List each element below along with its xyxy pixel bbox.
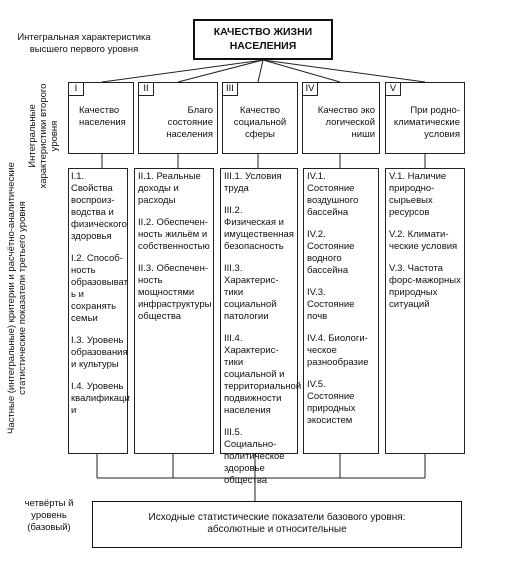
category-label: При родно-климатические условия [393, 105, 460, 140]
category-label: Качество эко логической ниши [317, 105, 375, 140]
list-item: V.3. Частота форс-мажорных природных ситуаций [389, 263, 461, 310]
category-number: IV [302, 82, 318, 96]
list-item: III.3. Характерис-тики социальной патологии [224, 263, 279, 322]
list-item: IV.2. Состояние водного бассейна [307, 229, 355, 276]
category-number: III [222, 82, 238, 96]
base-line-2: абсолютные и относительные [207, 524, 347, 535]
list-item: II.1. Реальные доходы и расходы [138, 171, 201, 206]
list-item: I.2. Способ-ность образовыват ь и сохранять семьи [71, 253, 128, 324]
list-item: III.4. Характерис-тики социальной и территориальной подвижности населения [224, 333, 302, 416]
category-box-5 [385, 82, 465, 154]
list-item: IV.5. Состояние природных экосистем [307, 379, 356, 426]
category-label: Качество населения [79, 105, 126, 128]
level4-label: четвёрты й уровень (базовый) [24, 498, 74, 533]
category-label: Благо состояние населения [166, 105, 213, 140]
category-number: II [138, 82, 154, 96]
list-item: IV.3. Состояние почв [307, 287, 355, 322]
list-item: II.3. Обеспечен-ность мощностями инфраструктуры общества [138, 263, 212, 322]
category-number: I [68, 82, 84, 96]
base-line-1: Исходные статистические показатели базового уровня: [148, 512, 406, 523]
list-item: I.1. Свойства воспроиз-водства и физического здоровья [71, 171, 127, 242]
list-item: III.5. Социально-политическое здоровье общества [224, 427, 285, 486]
level1-label: Интегральная характеристика высшего первого уровня [17, 32, 151, 55]
list-item: I.3. Уровень образования и культуры [71, 335, 128, 370]
category-box-2 [138, 82, 218, 154]
column-1 [68, 168, 128, 454]
category-box-1 [68, 82, 134, 154]
list-item: V.1. Наличие природно-сырьевых ресурсов [389, 171, 447, 218]
list-item: IV.1. Состояние воздушного бассейна [307, 171, 359, 218]
column-4 [303, 168, 379, 454]
category-number: V [385, 82, 401, 96]
list-item: I.4. Уровень квалификаци и [71, 381, 130, 416]
top-box [193, 19, 333, 60]
top-title: КАЧЕСТВО ЖИЗНИ НАСЕЛЕНИЯ [213, 26, 313, 52]
category-label: Качество социальной сферы [233, 105, 287, 140]
list-item: IV.4. Биологи-ческое разнообразие [307, 333, 369, 368]
base-box [92, 501, 462, 548]
list-item: III.2. Физическая и имущественная безопасность [224, 205, 294, 252]
level3-label: Частные (интегральные) критерии и расчётно-аналитические статистические показатели третьего уровня [6, 162, 28, 434]
category-box-4 [302, 82, 380, 154]
list-item: V.2. Климати-ческие условия [389, 229, 458, 252]
category-box-3 [222, 82, 298, 154]
column-2 [134, 168, 214, 454]
column-3 [220, 168, 302, 486]
list-item: II.2. Обеспечен-ность жильём и собственностью [138, 217, 210, 252]
list-item: III.1. Условия труда [224, 171, 282, 194]
level2-label: Интегральные характеристики второго уровня [27, 83, 60, 189]
column-5 [385, 168, 465, 454]
